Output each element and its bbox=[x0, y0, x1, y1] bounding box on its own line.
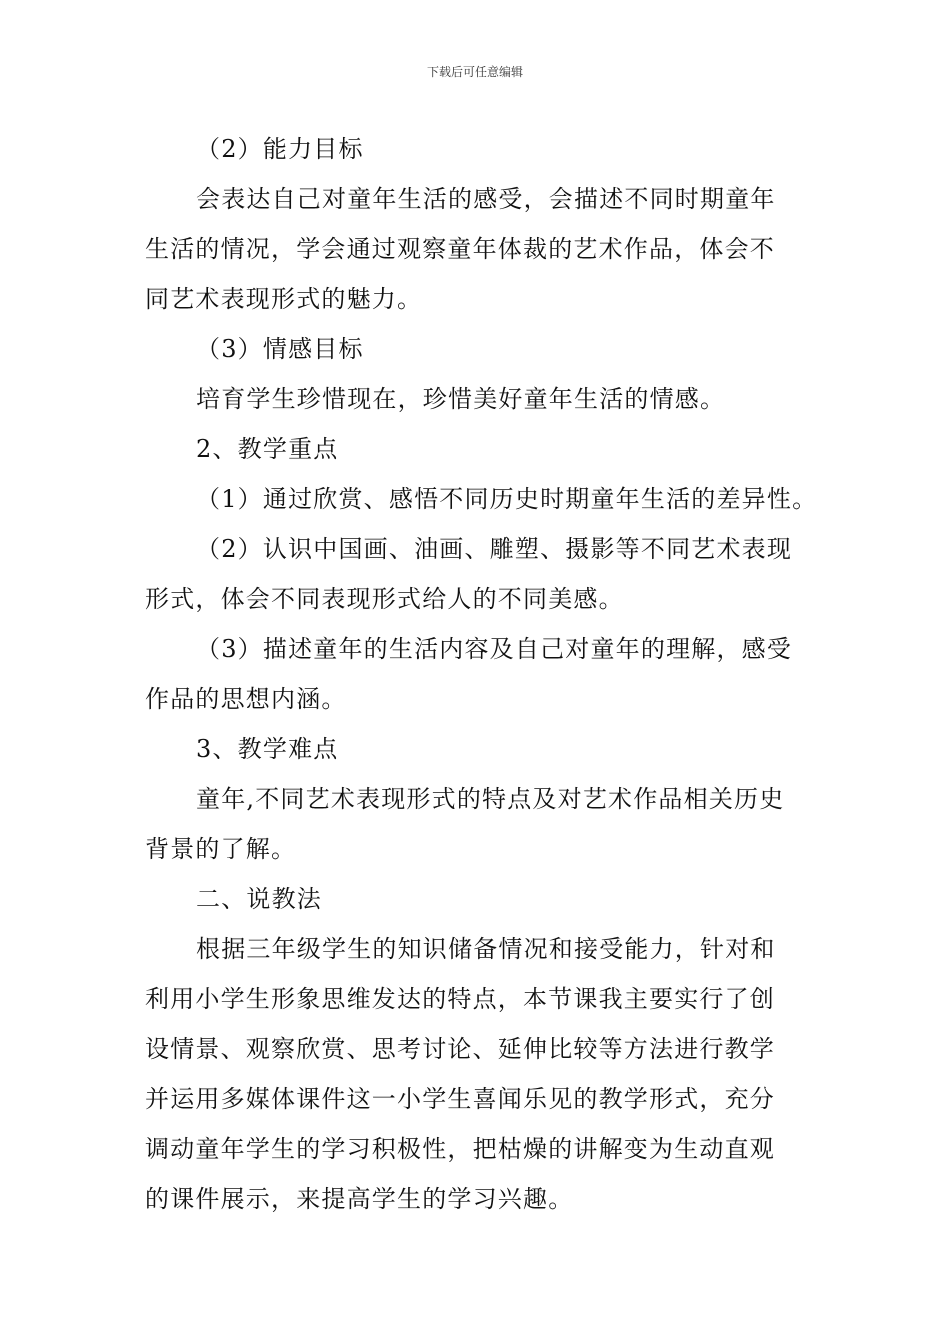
paragraph-line: （1）通过欣赏、感悟不同历史时期童年生活的差异性。 bbox=[196, 485, 818, 513]
paragraph-line: 作品的思想内涵。 bbox=[145, 685, 347, 713]
paragraph-line: 童年,不同艺术表现形式的特点及对艺术作品相关历史 bbox=[196, 785, 785, 813]
heading-teaching-method: 二、说教法 bbox=[196, 885, 322, 913]
paragraph-line: 调动童年学生的学习积极性，把枯燥的讲解变为生动直观 bbox=[145, 1135, 775, 1163]
paragraph-line: 利用小学生形象思维发达的特点，本节课我主要实行了创 bbox=[145, 985, 775, 1013]
paragraph-line: 并运用多媒体课件这一小学生喜闻乐见的教学形式，充分 bbox=[145, 1085, 775, 1113]
paragraph-line: 的课件展示，来提高学生的学习兴趣。 bbox=[145, 1185, 574, 1213]
paragraph-line: 同艺术表现形式的魅力。 bbox=[145, 285, 423, 313]
paragraph-line: 会表达自己对童年生活的感受，会描述不同时期童年 bbox=[196, 185, 776, 213]
paragraph-line: 背景的了解。 bbox=[145, 835, 297, 863]
heading-teaching-difficulty: 3、教学难点 bbox=[196, 735, 339, 763]
paragraph-line: （3）描述童年的生活内容及自己对童年的理解，感受 bbox=[196, 635, 793, 663]
paragraph-line: 设情景、观察欣赏、思考讨论、延伸比较等方法进行教学 bbox=[145, 1035, 775, 1063]
page-header: 下载后可任意编辑 bbox=[426, 65, 523, 79]
paragraph-line: 形式，体会不同表现形式给人的不同美感。 bbox=[145, 585, 624, 613]
paragraph-line: 培育学生珍惜现在，珍惜美好童年生活的情感。 bbox=[196, 385, 726, 413]
paragraph-line: 根据三年级学生的知识储备情况和接受能力，针对和 bbox=[196, 935, 776, 963]
paragraph-line: 生活的情况，学会通过观察童年体裁的艺术作品，体会不 bbox=[145, 235, 775, 263]
heading-teaching-focus: 2、教学重点 bbox=[196, 435, 339, 463]
heading-ability-goal: （2）能力目标 bbox=[196, 135, 364, 163]
heading-emotion-goal: （3）情感目标 bbox=[196, 335, 364, 363]
paragraph-line: （2）认识中国画、油画、雕塑、摄影等不同艺术表现 bbox=[196, 535, 793, 563]
